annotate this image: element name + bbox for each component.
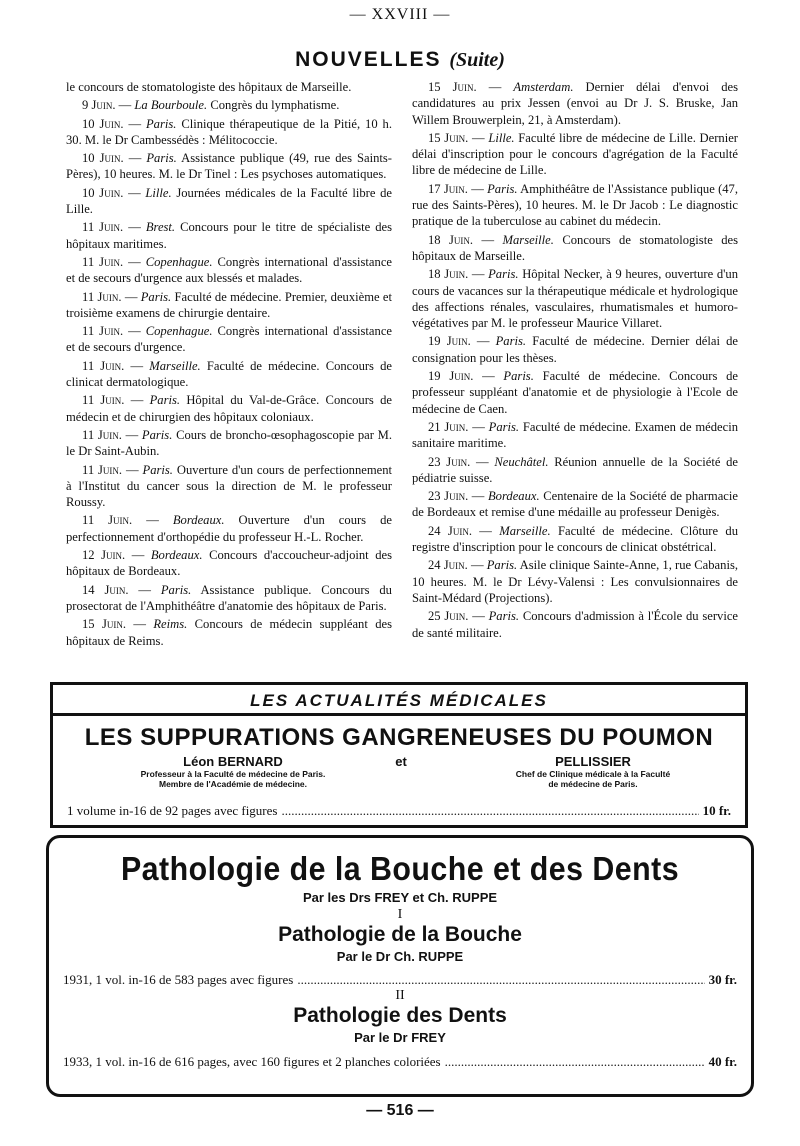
news-text: le concours de stomatologiste des hôpitaux de Marseille.	[66, 80, 352, 94]
news-item: 19 Juin. — Paris. Faculté de médecine. Dernier délai de consignation pour les thèses.	[412, 334, 738, 365]
actualites-authors	[53, 754, 745, 798]
pathologie-authors: Par les Drs FREY et Ch. RUPPE	[302, 890, 498, 905]
part-2-price: 40 fr.	[708, 1054, 737, 1069]
section-title	[0, 48, 800, 72]
news-item: 11 Juin. — Marseille. Faculté de médecine. Concours de clinicat dermatologique.	[66, 358, 393, 390]
news-date: 15 Juin.	[428, 80, 477, 94]
part-1-number: I	[397, 907, 403, 922]
pathologie-title: Pathologie de la Bouche et des Dents	[120, 850, 680, 887]
author-block-1	[113, 754, 353, 789]
part-1-price: 30 fr.	[708, 972, 737, 987]
news-text: Faculté de médecine. Concours de professeur suppléant d'anatomie et de physiologie à l'Ecole de médecine de Caen.	[412, 369, 739, 416]
news-text: Journées médicales de la Faculté libre de Lille.	[66, 185, 393, 217]
news-date: 9 Juin.	[82, 98, 116, 113]
authors-conjunction: et	[395, 754, 407, 769]
dot-leader	[297, 972, 704, 988]
news-place: Brest.	[145, 220, 176, 235]
actualites-book-title: LES SUPPURATIONS GANGRENEUSES DU POUMON	[84, 724, 714, 751]
page-number: — 516 —	[366, 1102, 434, 1119]
right-news-column	[412, 79, 738, 643]
news-text: Cours de broncho-œsophagoscopie par M. le Dr Saint-Aubin.	[66, 427, 393, 459]
part-1-description: 1931, 1 vol. in-16 de 583 pages avec figures	[63, 972, 294, 987]
news-place: Bordeaux.	[150, 548, 203, 563]
news-place: Marseille.	[149, 358, 201, 373]
news-place: Paris.	[488, 267, 519, 282]
news-item: 23 Juin. — Bordeaux. Centenaire de la Société de pharmacie de Bordeaux et remise d'une médaille au professeur Denigès.	[412, 489, 738, 520]
news-place: Lille.	[488, 130, 515, 145]
news-text: Concours de médecin suppléant des hôpitaux de Reims.	[66, 617, 392, 648]
news-item: 24 Juin. — Paris. Asile clinique Sainte-Anne, 1, rue Cabanis, 10 heures. M. le Dr Lévy-Valensi : Les convulsionnaires de Saint-Médard (Projections).	[412, 558, 738, 605]
pathologie-advertisement	[46, 835, 754, 1097]
news-place: Paris.	[488, 609, 520, 624]
news-place: Amsterdam.	[513, 80, 574, 94]
news-item: 11 Juin. — Paris. Cours de broncho-œsophagoscopie par M. le Dr Saint-Aubin.	[66, 427, 393, 459]
news-date: 11 Juin.	[82, 462, 123, 477]
author-title-2a: Chef de Clinique médicale à la Faculté	[515, 769, 671, 779]
news-item: 9 Juin. — La Bourboule. Congrès du lymphatisme.	[82, 98, 340, 113]
news-place: Paris.	[142, 462, 173, 477]
actualites-price: 10 fr.	[702, 803, 731, 818]
news-text: Faculté de médecine. Concours de clinicat dermatologique.	[66, 358, 393, 390]
news-item: 11 Juin. — Brest. Concours pour le titre de spécialiste des hôpitaux maritimes.	[66, 220, 393, 251]
news-date: 11 Juin.	[82, 513, 133, 528]
news-text: Faculté de médecine. Clôture du registre d'inscription pour le concours de clinicat obstétrical.	[412, 523, 738, 555]
news-place: Bordeaux.	[487, 489, 540, 504]
news-date: 11 Juin.	[82, 358, 125, 373]
actualites-band-title: LES ACTUALITÉS MÉDICALES	[250, 691, 548, 710]
news-place: Paris.	[146, 151, 177, 166]
news-date: 14 Juin.	[82, 582, 129, 597]
news-text: Congrès international d'assistance et de secours d'urgence aux blessés et malades.	[66, 254, 392, 286]
news-text: Faculté de médecine. Premier, deuxième et troisième examens de chirurgie dentaire.	[66, 289, 393, 320]
actualites-price-line	[67, 803, 731, 819]
news-text: Concours pour le titre de spécialiste des hôpitaux maritimes.	[66, 220, 393, 251]
section-title-text: NOUVELLES	[295, 48, 442, 71]
author-title-2b: de médecine de Paris.	[548, 779, 638, 789]
news-place: Paris.	[487, 181, 518, 196]
news-place: Paris.	[495, 334, 527, 349]
news-date: 19 Juin.	[428, 369, 474, 384]
news-date: 11 Juin.	[82, 393, 125, 408]
news-text: Faculté de médecine. Examen de médecin sanitaire maritime.	[412, 419, 738, 451]
news-date: 25 Juin.	[428, 609, 469, 624]
part-1-price-line	[63, 972, 737, 988]
part-2-description: 1933, 1 vol. in-16 de 616 pages, avec 160 figures et 2 planches coloriées	[63, 1054, 441, 1069]
actualites-advertisement	[50, 682, 748, 828]
news-place: Marseille.	[502, 232, 554, 247]
news-text: Concours d'accoucheur-adjoint des hôpitaux de Bordeaux.	[66, 548, 393, 579]
news-text: Clinique thérapeutique de la Pitié, 10 h. 30. M. le Dr Cambessédès : Mélitococcie.	[66, 116, 392, 147]
news-date: 24 Juin.	[428, 558, 468, 573]
news-text: Concours d'admission à l'École du service de santé militaire.	[412, 609, 738, 640]
news-date: 19 Juin.	[428, 334, 471, 349]
news-text: Assistance publique (49, rue des Saints-Pères), 10 heures. M. le Dr Tinel : Les psychoses automatiques.	[66, 151, 392, 182]
news-item: 23 Juin. — Neuchâtel. Réunion annuelle de la Société de pédiatrie suisse.	[412, 454, 738, 485]
news-text: Ouverture d'un cours de perfectionnement à l'Institut du cancer sous la direction de M. le professeur Roussy.	[66, 462, 393, 510]
news-date: 10 Juin.	[82, 116, 124, 131]
news-date: 11 Juin.	[82, 220, 124, 235]
news-place: Marseille.	[499, 523, 551, 538]
news-text: Hôpital du Val-de-Grâce. Concours de médecin et de chirurgien des hôpitaux coloniaux.	[66, 393, 392, 424]
news-date: 11 Juin.	[82, 324, 124, 339]
news-date: 23 Juin.	[428, 454, 471, 469]
news-date: 11 Juin.	[82, 427, 122, 442]
news-date: 24 Juin.	[428, 523, 472, 538]
author-name-1: Léon BERNARD	[183, 754, 283, 769]
news-place: Paris.	[140, 289, 172, 304]
news-item: 10 Juin. — Lille. Journées médicales de la Faculté libre de Lille.	[66, 185, 393, 217]
part-2-author: Par le Dr FREY	[354, 1030, 446, 1045]
news-place: Paris.	[149, 393, 181, 408]
news-place: Copenhague.	[145, 254, 213, 269]
dot-leader	[281, 803, 698, 819]
actualites-rule	[53, 713, 745, 716]
page-roman-number: — XXVIII —	[349, 6, 451, 23]
news-place: Neuchâtel.	[494, 454, 549, 469]
news-item: 11 Juin. — Paris. Faculté de médecine. Premier, deuxième et troisième examens de chirurgie dentaire.	[66, 289, 393, 320]
author-title-1a: Professeur à la Faculté de médecine de Paris.	[140, 769, 326, 779]
news-item: 15 Juin. — Reims. Concours de médecin suppléant des hôpitaux de Reims.	[66, 617, 392, 648]
news-item: 11 Juin. — Paris. Hôpital du Val-de-Grâce. Concours de médecin et de chirurgien des hôpitaux coloniaux.	[66, 393, 392, 424]
news-item	[66, 79, 392, 95]
news-date: 21 Juin.	[428, 419, 469, 434]
news-item: 21 Juin. — Paris. Faculté de médecine. Examen de médecin sanitaire maritime.	[412, 419, 738, 451]
news-item: 18 Juin. — Paris. Hôpital Necker, à 9 heures, ouverture d'un cours de vacances sur la thérapeutique médicale et hydrologique des affections rénales, vasculaires, rhumatismales et humoro-végétatives par M. le professeur Maurice Villaret.	[412, 267, 738, 331]
news-item: 11 Juin. — Copenhague. Congrès international d'assistance et de secours d'urgence aux blessés et malades.	[66, 254, 392, 286]
news-item: 19 Juin. — Paris. Faculté de médecine. Concours de professeur suppléant d'anatomie et de physiologie à l'Ecole de médecine de Caen.	[412, 369, 739, 416]
news-place: Paris.	[145, 116, 177, 131]
news-item: 11 Juin. — Copenhague. Congrès international d'assistance et de secours d'urgence.	[66, 324, 392, 355]
news-text: Dernier délai d'envoi des candidatures au prix Jessen (envoi au Dr J. S. Bruske, Jan Willem Brouwerplein, 21, à Amsterdam).	[412, 80, 738, 127]
news-text: Hôpital Necker, à 9 heures, ouverture d'un cours de vacances sur la thérapeutique médicale et hydrologique des affections rénales, vasculaires, rhumatismales et humoro-végétatives par M. le professeur Maurice Villaret.	[412, 267, 738, 331]
news-item: 11 Juin. — Bordeaux. Ouverture d'un cours de perfectionnement d'orthopédie du professeur H.-L. Rocher.	[66, 513, 392, 544]
part-1-author: Par le Dr Ch. RUPPE	[336, 949, 464, 964]
news-item: 15 Juin. — Lille. Faculté libre de médecine de Lille. Dernier délai d'inscription pour le concours d'agrégation de la Faculté libre de médecine de Lille.	[412, 130, 738, 178]
news-text: Ouverture d'un cours de perfectionnement d'orthopédie du professeur H.-L. Rocher.	[66, 513, 392, 544]
part-2-price-line	[63, 1054, 737, 1070]
news-place: La Bourboule.	[134, 98, 208, 113]
part-2-title: Pathologie des Dents	[293, 1004, 507, 1027]
news-date: 12 Juin.	[82, 548, 126, 563]
news-date: 18 Juin.	[428, 267, 469, 282]
news-date: 17 Juin.	[428, 181, 468, 196]
news-text: Assistance publique. Concours du prosectorat de l'Amphithéâtre d'anatomie des hôpitaux de Paris.	[66, 582, 392, 613]
news-date: 11 Juin.	[82, 254, 124, 269]
news-item: 18 Juin. — Marseille. Concours de stomatologiste des hôpitaux de Marseille.	[412, 232, 738, 263]
author-block-2	[473, 754, 713, 789]
part-2-number: II	[395, 988, 405, 1003]
news-text: Concours de stomatologiste des hôpitaux de Marseille.	[412, 232, 738, 263]
news-date: 15 Juin.	[82, 617, 127, 632]
dot-leader	[445, 1054, 705, 1070]
news-date: 23 Juin.	[428, 489, 469, 504]
news-text: Centenaire de la Société de pharmacie de Bordeaux et remise d'une médaille au professeur Denigès.	[412, 489, 738, 520]
news-place: Paris.	[486, 558, 518, 573]
author-title-1b: Membre de l'Académie de médecine.	[159, 779, 307, 789]
news-item: 14 Juin. — Paris. Assistance publique. Concours du prosectorat de l'Amphithéâtre d'anatomie des hôpitaux de Paris.	[66, 582, 392, 613]
news-item: 11 Juin. — Paris. Ouverture d'un cours de perfectionnement à l'Institut du cancer sous la direction de M. le professeur Roussy.	[66, 462, 393, 510]
part-1-title: Pathologie de la Bouche	[278, 923, 522, 946]
news-place: Paris.	[141, 427, 173, 442]
news-item: 10 Juin. — Paris. Assistance publique (49, rue des Saints-Pères), 10 heures. M. le Dr Tinel : Les psychoses automatiques.	[66, 151, 392, 182]
news-item: 15 Juin. — Amsterdam. Dernier délai d'envoi des candidatures au prix Jessen (envoi au Dr J. S. Bruske, Jan Willem Brouwerplein, 21, à Amsterdam).	[412, 80, 738, 127]
news-text: Réunion annuelle de la Société de pédiatrie suisse.	[412, 454, 738, 485]
news-item: 12 Juin. — Bordeaux. Concours d'accoucheur-adjoint des hôpitaux de Bordeaux.	[66, 548, 393, 579]
news-place: Paris.	[503, 369, 534, 384]
news-place: Lille.	[145, 185, 172, 200]
news-text: Faculté de médecine. Dernier délai de consignation pour les thèses.	[412, 334, 738, 365]
section-title-suffix: (Suite)	[449, 49, 505, 71]
news-item: 24 Juin. — Marseille. Faculté de médecine. Clôture du registre d'inscription pour le concours de clinicat obstétrical.	[412, 523, 738, 555]
news-place: Paris.	[488, 419, 520, 434]
news-text: Faculté libre de médecine de Lille. Dernier délai d'inscription pour le concours d'agrégation de la Faculté libre de médecine de Lille.	[412, 130, 738, 178]
news-date: 10 Juin.	[82, 185, 124, 200]
left-news-column	[66, 79, 392, 651]
news-text: Asile clinique Sainte-Anne, 1, rue Cabanis, 10 heures. M. le Dr Lévy-Valensi : Les convulsionnaires de Saint-Médard (Projections).	[412, 558, 738, 605]
news-text: Congrès du lymphatisme.	[210, 98, 340, 113]
author-name-2: PELLISSIER	[555, 754, 631, 769]
news-date: 10 Juin.	[82, 151, 124, 166]
news-item: 17 Juin. — Paris. Amphithéâtre de l'Assistance publique (47, rue des Saints-Pères), 10 heures. M. le Dr Jacob : Le diagnostic pratique de la tuberculose au cabinet du médecin.	[412, 181, 738, 229]
news-text: Amphithéâtre de l'Assistance publique (47, rue des Saints-Pères), 10 heures. M. le Dr Jacob : Le diagnostic pratique de la tuberculose au cabinet du médecin.	[412, 181, 738, 229]
news-text: Congrès international d'assistance et de secours d'urgence.	[66, 324, 392, 355]
actualites-volume: 1 volume in-16 de 92 pages avec figures	[67, 803, 278, 818]
news-place: Reims.	[153, 617, 188, 632]
news-date: 15 Juin.	[428, 130, 469, 145]
news-item: 25 Juin. — Paris. Concours d'admission à l'École du service de santé militaire.	[412, 609, 738, 640]
news-place: Copenhague.	[145, 324, 213, 339]
news-place: Paris.	[160, 582, 192, 597]
news-date: 11 Juin.	[82, 289, 122, 304]
news-item: 10 Juin. — Paris. Clinique thérapeutique de la Pitié, 10 h. 30. M. le Dr Cambessédès : Mélitococcie.	[66, 116, 392, 147]
news-place: Bordeaux.	[172, 513, 225, 528]
news-date: 18 Juin.	[428, 232, 474, 247]
